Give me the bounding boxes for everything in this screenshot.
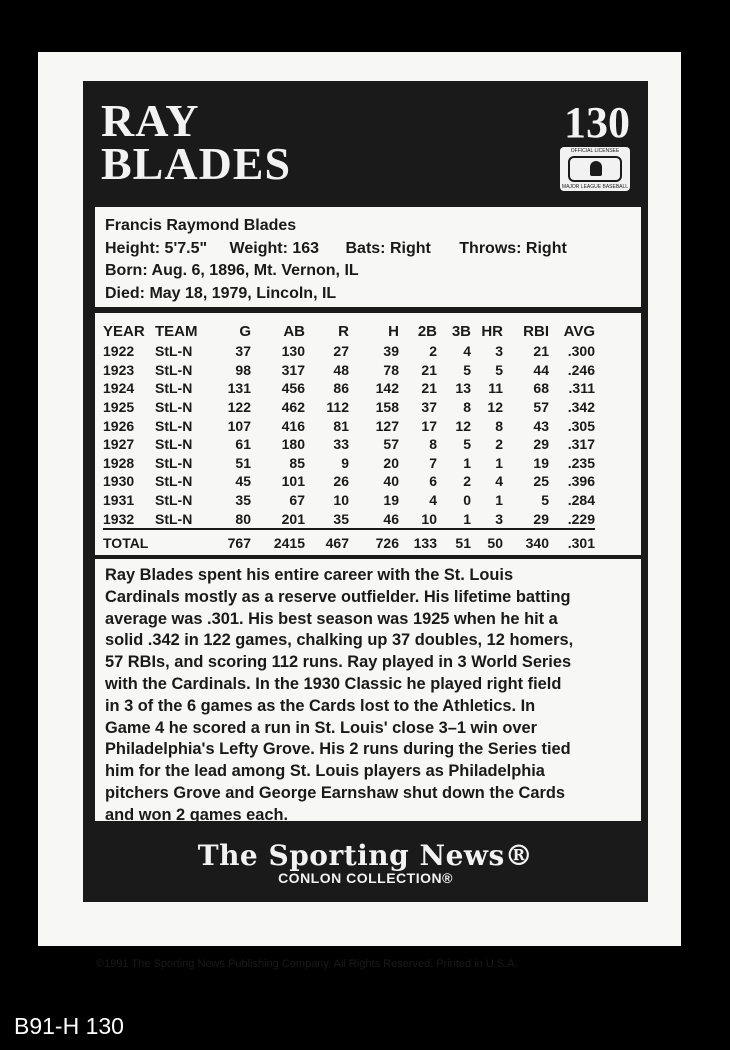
stats-header-cell: G — [239, 323, 251, 340]
stats-cell: 67 — [289, 492, 305, 509]
stats-header-cell: AVG — [563, 323, 595, 340]
stats-cell: 12 — [455, 417, 471, 434]
bats: Bats: Right — [345, 239, 431, 257]
stats-cell: 4 — [429, 492, 437, 509]
stats-cell: StL-N — [155, 492, 193, 509]
stats-cell: 46 — [383, 510, 399, 527]
stats-cell: 9 — [341, 454, 349, 471]
stats-cell: 48 — [333, 361, 349, 378]
bio-panel — [95, 207, 641, 307]
bio-line: in 3 of the 6 games as the Cards lost to the Athletics. In — [105, 696, 536, 715]
stats-total-cell: TOTAL — [103, 529, 155, 554]
stats-cell: 5 — [463, 436, 471, 453]
bio-line: solid .342 in 122 games, chalking up 37 doubles, 12 homers, — [105, 631, 574, 650]
brand-name: The Sporting News® — [197, 839, 534, 872]
bio-line: 57 RBIs, and scoring 112 runs. Ray played in 3 World Series — [105, 653, 572, 672]
stats-cell: 12 — [487, 399, 503, 416]
bio-line: Ray Blades spent his entire career with the St. Louis — [105, 566, 514, 584]
bio-line: him for the lead among St. Louis players as Philadelphia — [105, 762, 545, 781]
stats-cell: 43 — [533, 417, 549, 434]
stats-cell: 1 — [463, 510, 471, 527]
stats-cell: StL-N — [155, 473, 193, 490]
stats-cell: StL-N — [155, 343, 193, 360]
stats-cell: 26 — [333, 473, 349, 490]
stats-cell: 112 — [326, 399, 349, 416]
stats-cell: 57 — [533, 399, 549, 416]
bio-line: pitchers Grove and George Earnshaw shut down the Cards — [105, 783, 565, 802]
stats-header-cell: 3B — [451, 323, 471, 340]
stats-cell: 86 — [333, 380, 349, 397]
logo-text-bottom: MAJOR LEAGUE BASEBALL — [561, 184, 629, 190]
stats-cell: 1922 — [103, 343, 135, 360]
stats-cell: .311 — [568, 380, 595, 397]
born: Born: Aug. 6, 1896, Mt. Vernon, IL — [105, 262, 359, 279]
stats-cell: 0 — [463, 492, 471, 509]
stats-row — [103, 416, 595, 435]
last-name: BLADES — [101, 138, 292, 189]
stats-cell: .229 — [567, 510, 595, 527]
batter-silhouette-icon — [568, 156, 622, 182]
stats-cell: StL-N — [155, 436, 193, 453]
card-number: 130 — [564, 98, 630, 147]
bio-line: Philadelphia's Lefty Grove. His 2 runs during the Series tied — [105, 740, 571, 759]
stats-cell: 1 — [495, 454, 503, 471]
stats-cell: 37 — [235, 343, 251, 360]
stats-row — [103, 472, 595, 491]
stats-cell: 10 — [333, 492, 349, 509]
died: Died: May 18, 1979, Lincoln, IL — [105, 284, 337, 302]
throws: Throws: Right — [459, 239, 567, 257]
stats-total-cell: 51 — [437, 529, 471, 554]
stats-total-cell: 133 — [399, 529, 437, 554]
stats-cell: 20 — [383, 454, 399, 471]
stats-header-cell: RBI — [523, 323, 549, 340]
stats-cell: StL-N — [155, 510, 193, 527]
stats-cell: 122 — [227, 399, 251, 416]
stats-cell: StL-N — [155, 380, 193, 397]
stats-cell: .305 — [567, 417, 595, 434]
stats-cell: StL-N — [155, 361, 193, 378]
stats-cell: 78 — [383, 361, 399, 378]
stats-cell: 21 — [421, 361, 437, 378]
stats-cell: 462 — [281, 399, 305, 416]
stats-total-cell: 50 — [471, 529, 503, 554]
stats-cell: 5 — [541, 492, 549, 509]
stats-cell: StL-N — [155, 454, 193, 471]
weight: Weight: 163 — [229, 239, 320, 257]
card-frame — [83, 81, 648, 902]
stats-row — [103, 342, 595, 361]
stats-row — [103, 509, 595, 529]
stats-cell: .235 — [567, 454, 595, 471]
stats-cell: 1 — [463, 454, 471, 471]
stats-cell: .396 — [567, 473, 595, 490]
stats-cell: 61 — [235, 436, 251, 453]
stats-cell: 416 — [281, 417, 305, 434]
stats-cell: 1931 — [103, 492, 135, 509]
stats-row — [103, 454, 595, 473]
stats-cell: 142 — [375, 380, 399, 397]
vitals-row — [105, 238, 631, 261]
stats-cell: 107 — [227, 417, 251, 434]
stats-cell: 51 — [235, 454, 251, 471]
stats-total-cell: 340 — [503, 529, 549, 554]
stats-cell: 1925 — [103, 399, 135, 416]
stats-cell: 45 — [235, 473, 251, 490]
stats-cell: 21 — [421, 380, 437, 397]
stats-cell: 19 — [383, 492, 399, 509]
stats-row — [103, 361, 595, 380]
stats-cell: 68 — [533, 380, 549, 397]
stats-cell: 7 — [429, 454, 437, 471]
stats-cell: 98 — [235, 361, 251, 378]
stats-cell: 10 — [421, 510, 437, 527]
stats-row — [103, 398, 595, 417]
stats-cell: StL-N — [155, 399, 193, 416]
image-caption: B91-H 130 — [14, 1013, 124, 1039]
stats-total-cell: 2415 — [251, 529, 305, 554]
bio-line: and won 2 games each. — [105, 805, 289, 824]
stats-cell: 127 — [375, 417, 399, 434]
stats-total-cell: 726 — [349, 529, 399, 554]
mlb-logo — [560, 147, 630, 191]
stats-cell: 1 — [495, 492, 503, 509]
stats-cell: 130 — [281, 343, 305, 360]
bio-line: average was .301. His best season was 1925 when he hit a — [105, 609, 558, 628]
stats-cell: 1923 — [103, 361, 135, 378]
stats-cell: 40 — [383, 473, 399, 490]
stats-total-cell: 467 — [305, 529, 349, 554]
stats-table — [103, 321, 595, 554]
stats-cell: 3 — [495, 510, 503, 527]
stats-header-cell: TEAM — [155, 323, 198, 340]
stats-cell: 8 — [429, 436, 437, 453]
stats-cell: 11 — [488, 380, 503, 397]
first-name: RAY — [101, 95, 200, 146]
stats-cell: 8 — [495, 417, 503, 434]
stats-total-row — [103, 529, 595, 554]
full-name: Francis Raymond Blades — [105, 217, 297, 234]
stats-cell: 35 — [333, 510, 349, 527]
stats-cell: .246 — [567, 361, 595, 378]
stats-cell: 6 — [429, 473, 437, 490]
bio-line: Game 4 he scored a run in St. Louis' close 3–1 win over — [105, 718, 538, 737]
stats-header-cell: AB — [283, 323, 305, 340]
stats-cell: 37 — [421, 399, 437, 416]
bio-line: with the Cardinals. In the 1930 Classic he played right field — [105, 674, 562, 693]
stats-row — [103, 435, 595, 454]
stats-cell: 39 — [383, 343, 399, 360]
stats-cell: 180 — [281, 436, 305, 453]
stats-cell: 131 — [227, 380, 251, 397]
stats-cell: 5 — [463, 361, 471, 378]
stats-cell: 4 — [495, 473, 503, 490]
stats-header-cell: HR — [481, 323, 503, 340]
collection-name: CONLON COLLECTION® — [278, 870, 453, 886]
stats-cell: 57 — [383, 436, 399, 453]
stats-cell: 44 — [533, 361, 549, 378]
stats-cell: 2 — [463, 473, 471, 490]
baseball-card-back — [38, 52, 681, 970]
height: Height: 5'7.5" — [105, 239, 208, 257]
stats-cell: 80 — [235, 510, 251, 527]
stats-header-cell: R — [338, 323, 349, 340]
copyright-text: ©1991 The Sporting News Publishing Company. All Rights Reserved. Printed in U.S.A. — [96, 958, 518, 970]
stats-cell: 158 — [375, 399, 399, 416]
stats-cell: 201 — [281, 510, 305, 527]
stats-total-cell: .301 — [549, 529, 595, 554]
stats-cell: 35 — [235, 492, 251, 509]
stats-cell: 4 — [463, 343, 471, 360]
stats-cell: 8 — [463, 399, 471, 416]
stats-cell: 27 — [333, 343, 349, 360]
stats-header-cell: 2B — [417, 323, 437, 340]
stats-cell: .342 — [567, 399, 595, 416]
stats-cell: 456 — [281, 380, 305, 397]
stats-cell: 5 — [495, 361, 503, 378]
stats-cell: 17 — [421, 417, 437, 434]
stats-cell: .317 — [567, 436, 595, 453]
bio-text — [95, 559, 641, 824]
stats-cell: 1928 — [103, 454, 135, 471]
stats-total-cell: 767 — [211, 529, 251, 554]
stats-header-cell: H — [388, 323, 399, 340]
stats-row — [103, 491, 595, 510]
stats-cell: 21 — [533, 343, 549, 360]
stats-cell: 1927 — [103, 436, 135, 453]
stats-cell: 13 — [455, 380, 471, 397]
stats-cell: 33 — [333, 436, 349, 453]
stats-row — [103, 379, 595, 398]
stats-cell: 101 — [281, 473, 305, 490]
stats-cell: 1926 — [103, 417, 135, 434]
bio-line: Cardinals mostly as a reserve outfielder. His lifetime batting — [105, 587, 571, 606]
stats-cell: 1930 — [103, 473, 135, 490]
stats-cell: 2 — [429, 343, 437, 360]
stats-total-cell — [155, 529, 211, 554]
stats-cell: StL-N — [155, 417, 193, 434]
stats-cell: .300 — [567, 343, 595, 360]
stats-header-cell: YEAR — [103, 323, 145, 340]
stats-header-row — [103, 321, 595, 342]
stats-panel — [95, 313, 641, 555]
sporting-news-logo — [83, 839, 648, 886]
stats-cell: .284 — [567, 492, 595, 509]
stats-cell: 29 — [533, 510, 549, 527]
stats-cell: 3 — [495, 343, 503, 360]
logo-text-top: OFFICIAL LICENSEE — [570, 148, 620, 154]
stats-cell: 25 — [533, 473, 549, 490]
stats-cell: 19 — [533, 454, 549, 471]
stats-cell: 81 — [333, 417, 349, 434]
stats-cell: 2 — [495, 436, 503, 453]
stats-cell: 85 — [289, 454, 305, 471]
stats-cell: 1924 — [103, 380, 135, 397]
stats-cell: 29 — [533, 436, 549, 453]
stats-cell: 1932 — [103, 510, 135, 527]
stats-cell: 317 — [281, 361, 305, 378]
player-name — [101, 95, 292, 189]
